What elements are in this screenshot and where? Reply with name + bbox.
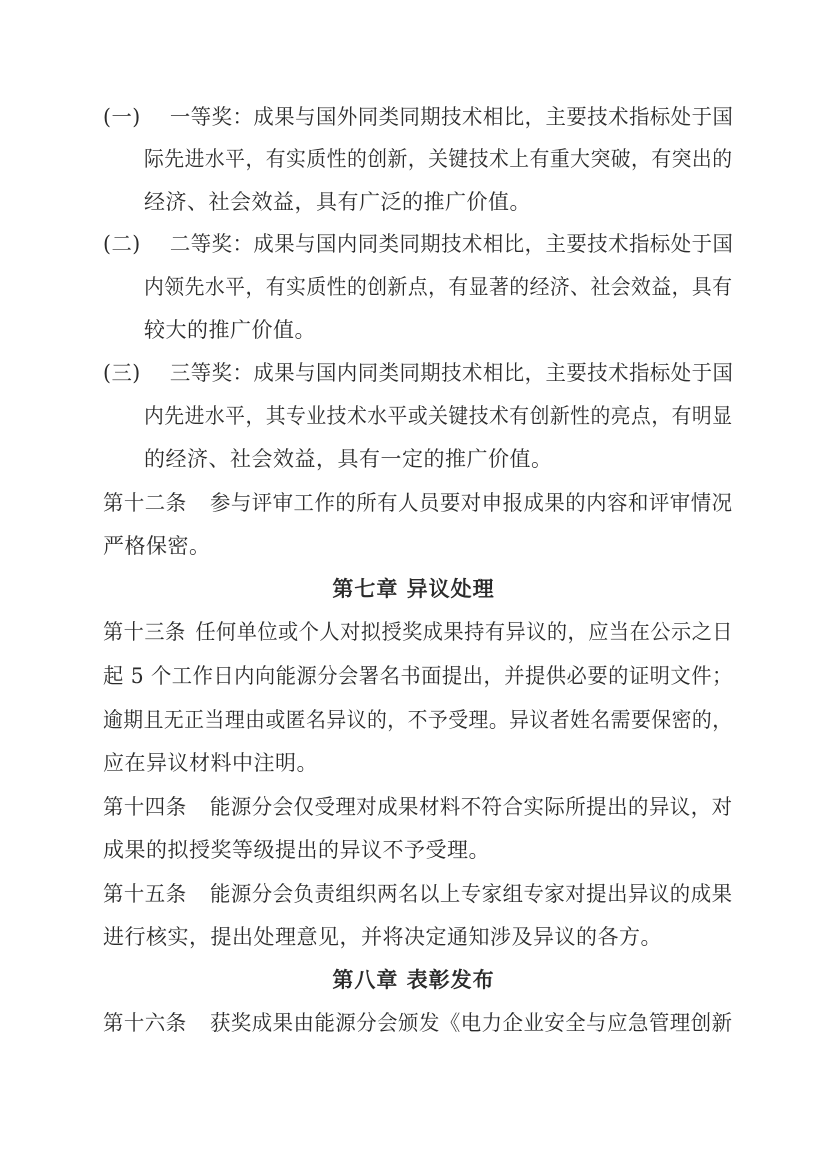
item-1-line-3: 经济、社会效益，具有广泛的推广价值。 (144, 190, 531, 214)
article-15-line-2: 进行核实，提出处理意见，并将决定通知涉及异议的各方。 (103, 925, 662, 949)
item-2-line-2: 内领先水平，有实质性的创新点，有显著的经济、社会效益，具有 (144, 275, 733, 299)
article-14-line-1 (103, 792, 732, 822)
item-3-text-1: 三等奖：成果与国内同类同期技术相比，主要技术指标处于国 (169, 361, 734, 385)
article-13-text-1: 任何单位或个人对拟授奖成果持有异议的，应当在公示之日 (195, 620, 733, 644)
item-1-line-1 (103, 102, 733, 132)
item-1-text-1: 一等奖：成果与国外同类同期技术相比，主要技术指标处于国 (169, 105, 734, 129)
article-13-line-3: 逾期且无正当理由或匿名异议的，不予受理。异议者姓名需要保密的， (103, 708, 733, 732)
article-12-text-1: 参与评审工作的所有人员要对申报成果的内容和评审情况 (209, 491, 733, 515)
article-13-line-1 (103, 617, 733, 647)
article-13-label: 第十三条 (103, 620, 186, 644)
item-2-text-1: 二等奖：成果与国内同类同期技术相比，主要技术指标处于国 (169, 232, 734, 256)
item-3-marker: (三) (103, 361, 141, 385)
item-3-line-1 (103, 358, 733, 388)
item-1-marker: (一) (103, 105, 141, 129)
chapter-8-heading: 第八章 表彰发布 (332, 967, 495, 992)
article-12-line-2: 严格保密。 (103, 534, 211, 558)
item-2-marker: (二) (103, 232, 141, 256)
article-15-label: 第十五条 (103, 882, 187, 906)
item-2-line-1 (103, 229, 733, 259)
article-14-label: 第十四条 (103, 795, 187, 819)
article-15-line-1 (103, 879, 732, 909)
article-14-text-1: 能源分会仅受理对成果材料不符合实际所提出的异议，对 (209, 795, 733, 819)
article-13-line-4: 应在异议材料中注明。 (103, 751, 318, 775)
article-15-text-1: 能源分会负责组织两名以上专家组专家对提出异议的成果 (209, 882, 733, 906)
article-12-line-1 (103, 488, 732, 518)
article-16-text-1: 获奖成果由能源分会颁发《电力企业安全与应急管理创新 (209, 1011, 733, 1035)
item-2-line-3: 较大的推广价值。 (144, 318, 316, 342)
article-13-line-2: 起 5 个工作日内向能源分会署名书面提出，并提供必要的证明文件； (103, 664, 733, 688)
chapter-7-heading: 第七章 异议处理 (332, 576, 495, 601)
article-14-line-2: 成果的拟授奖等级提出的异议不予受理。 (103, 838, 490, 862)
item-1-line-2: 际先进水平，有实质性的创新，关键技术上有重大突破，有突出的 (144, 147, 733, 171)
item-3-line-2: 内先进水平，其专业技术水平或关键技术有创新性的亮点，有明显 (144, 404, 733, 428)
item-3-line-3: 的经济、社会效益，具有一定的推广价值。 (144, 447, 553, 471)
article-16-line-1 (103, 1008, 732, 1038)
article-12-label: 第十二条 (103, 491, 187, 515)
article-16-label: 第十六条 (103, 1011, 187, 1035)
